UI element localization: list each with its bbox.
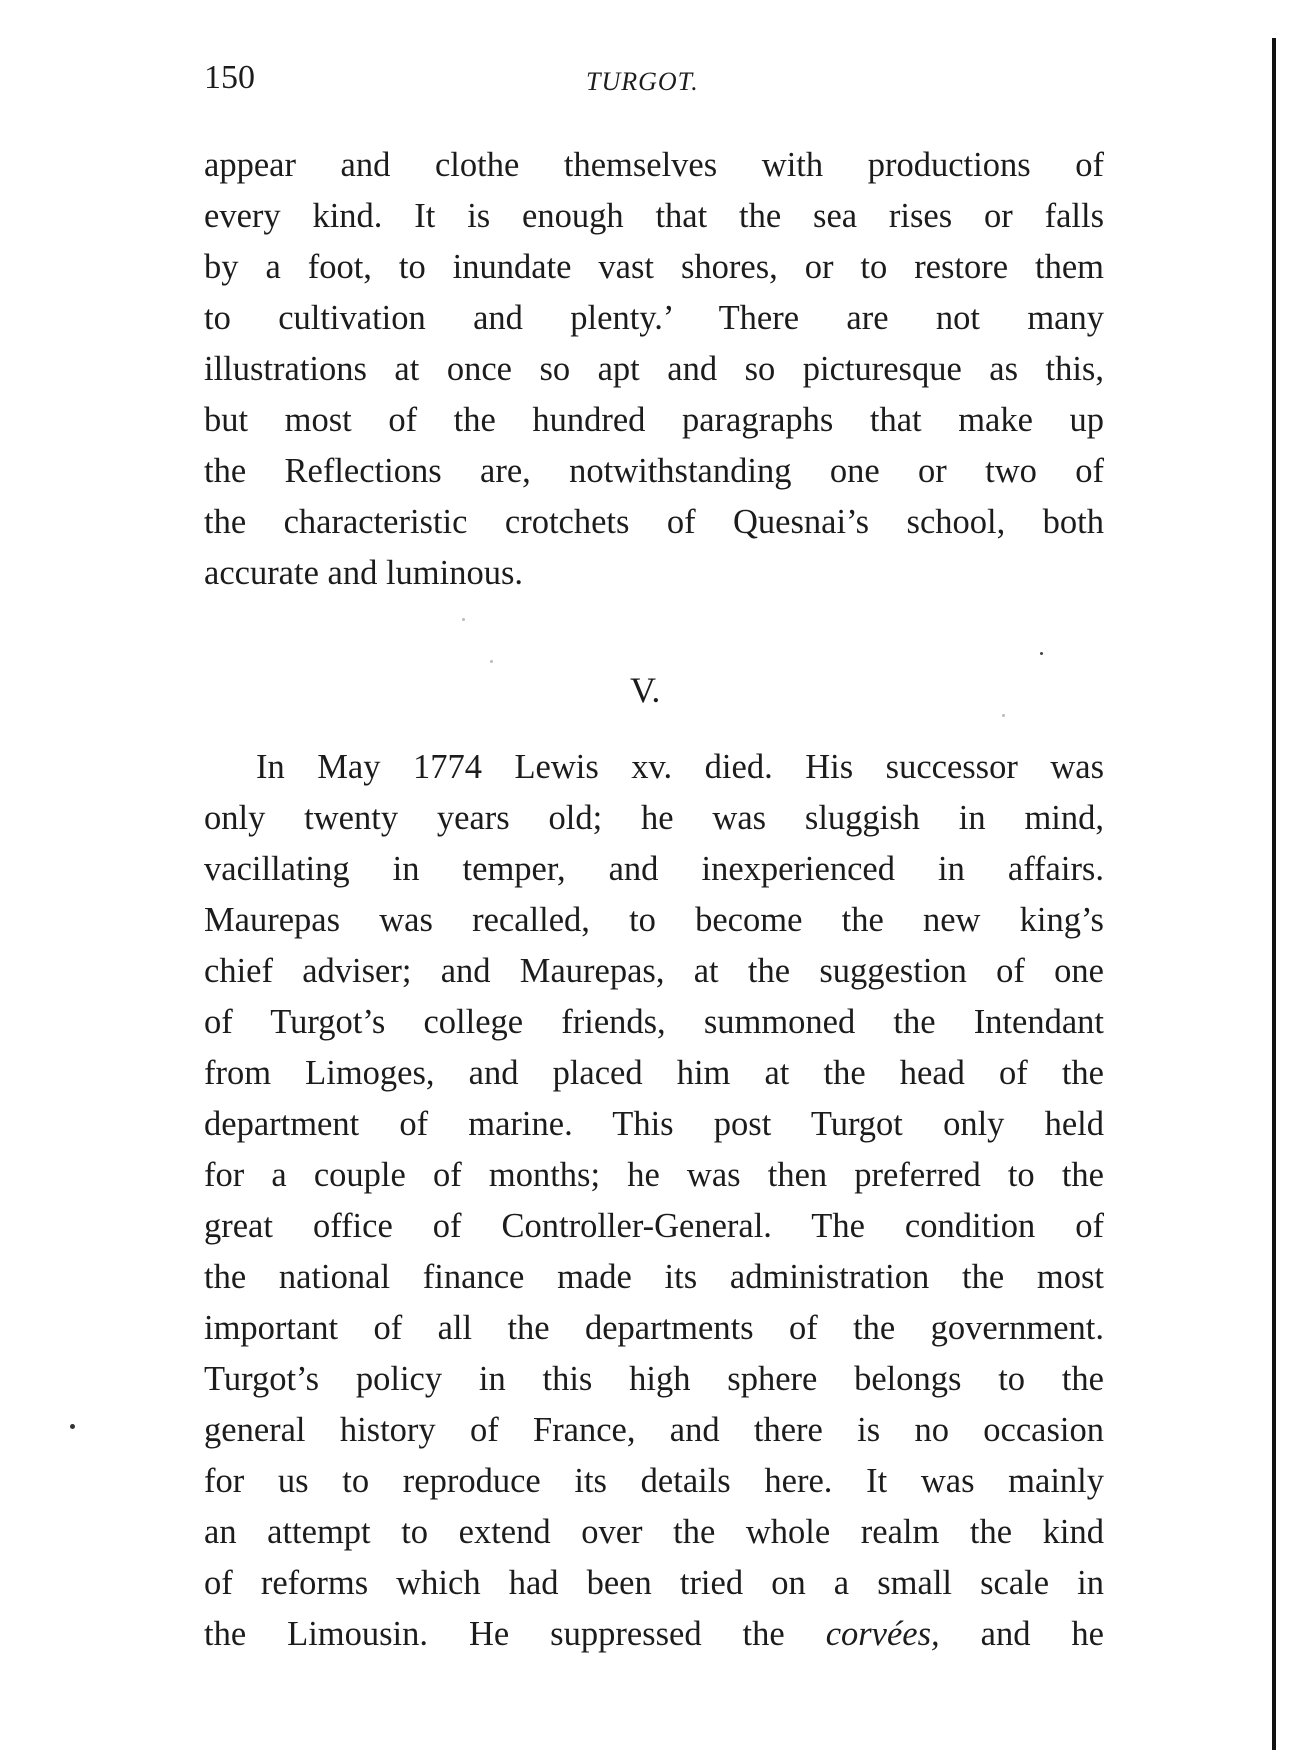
paragraph-2 — [204, 742, 1104, 1660]
text-line: for a couple of months; he was then preferred to the — [204, 1156, 1104, 1194]
text-line: from Limoges, and placed him at the head of the — [204, 1054, 1104, 1092]
text-line: the characteristic crotchets of Quesnai’s school, both — [204, 503, 1104, 541]
page-edge-rule — [1272, 38, 1276, 1750]
ink-speck — [1040, 652, 1043, 655]
ink-speck — [1002, 714, 1005, 717]
text-line: Maurepas was recalled, to become the new king’s — [204, 901, 1104, 939]
text-line: important of all the departments of the government. — [204, 1309, 1104, 1347]
text-line: In May 1774 Lewis xv. died. His successor was — [256, 748, 1104, 786]
running-title: TURGOT. — [586, 67, 699, 96]
section-numeral: V. — [630, 670, 661, 710]
text-line: chief adviser; and Maurepas, at the suggestion of one — [204, 952, 1104, 990]
text-line: department of marine. This post Turgot only held — [204, 1105, 1104, 1143]
text-line: vacillating in temper, and inexperienced in affairs. — [204, 850, 1104, 888]
text-line: the Reflections are, notwithstanding one or two of — [204, 452, 1104, 490]
text-line: the national finance made its administration the most — [204, 1258, 1104, 1296]
text-run: and he — [939, 1615, 1104, 1653]
text-line: great office of Controller-General. The condition of — [204, 1207, 1104, 1245]
text-line: general history of France, and there is no occasion — [204, 1411, 1104, 1449]
text-line: an attempt to extend over the whole realm the kind — [204, 1513, 1104, 1551]
italic-term: corvées, — [825, 1615, 940, 1653]
text-line-final — [204, 1609, 1104, 1660]
paragraph-1 — [204, 140, 1104, 599]
ink-speck — [462, 618, 465, 621]
text-line: appear and clothe themselves with productions of — [204, 146, 1104, 184]
text-line: but most of the hundred paragraphs that make up — [204, 401, 1104, 439]
ink-speck — [490, 660, 493, 663]
text-line: only twenty years old; he was sluggish in mind, — [204, 799, 1104, 837]
text-line: illustrations at once so apt and so picturesque as this, — [204, 350, 1104, 388]
text-run: the Limousin. He suppressed the — [204, 1615, 826, 1653]
page-number: 150 — [204, 59, 255, 96]
text-line: of Turgot’s college friends, summoned the Intendant — [204, 1003, 1104, 1041]
text-line: accurate and luminous. — [204, 554, 524, 592]
text-line: of reforms which had been tried on a small scale in — [204, 1564, 1104, 1602]
text-line: by a foot, to inundate vast shores, or to restore them — [204, 248, 1104, 286]
ink-speck — [70, 1424, 75, 1429]
text-line: for us to reproduce its details here. It was mainly — [204, 1462, 1104, 1500]
text-line: to cultivation and plenty.’ There are not many — [204, 299, 1104, 337]
text-line: every kind. It is enough that the sea rises or falls — [204, 197, 1104, 235]
text-line: Turgot’s policy in this high sphere belongs to the — [204, 1360, 1104, 1398]
